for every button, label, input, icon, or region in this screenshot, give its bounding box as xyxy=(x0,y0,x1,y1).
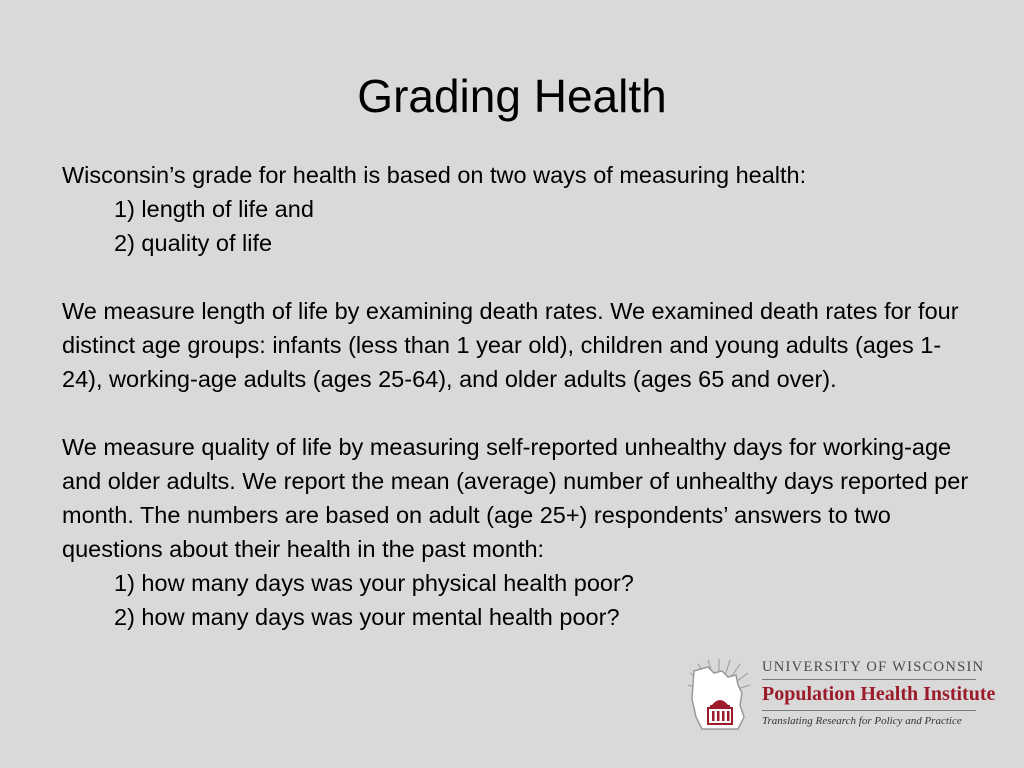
paragraph-spacer xyxy=(62,396,972,430)
logo-institute-name: Population Health Institute xyxy=(762,683,996,705)
logo-divider xyxy=(762,679,976,680)
question-physical-health: 1) how many days was your physical health poor? xyxy=(114,570,634,596)
quality-of-life-paragraph: We measure quality of life by measuring self-reported unhealthy days for working-age and older adults. We report the mean (average) number of unhealthy days reported per month. The numbers are based on adult (age 25+) respondents’ answers to two questions about their health in the past month: xyxy=(62,434,969,562)
slide-body xyxy=(62,158,972,634)
question-mental-health: 2) how many days was your mental health poor? xyxy=(114,604,620,630)
logo-university-name: UNIVERSITY OF WISCONSIN xyxy=(762,659,985,675)
logo-tagline: Translating Research for Policy and Practice xyxy=(762,715,962,727)
length-of-life-paragraph: We measure length of life by examining death rates. We examined death rates for four distinct age groups: infants (less than 1 year old), children and young adults (ages 1-24), working-age adults (ages 25-64), and older adults (ages 65 and over). xyxy=(62,298,959,392)
logo-divider xyxy=(762,710,976,711)
paragraph-spacer xyxy=(62,260,972,294)
intro-item-length: 1) length of life and xyxy=(114,196,314,222)
slide-title: Grading Health xyxy=(357,70,667,122)
intro-item-quality: 2) quality of life xyxy=(114,230,273,256)
intro-text: Wisconsin’s grade for health is based on two ways of measuring health: xyxy=(62,162,807,188)
uw-population-health-logo xyxy=(688,657,996,735)
wisconsin-capitol-logo-icon xyxy=(688,659,750,731)
